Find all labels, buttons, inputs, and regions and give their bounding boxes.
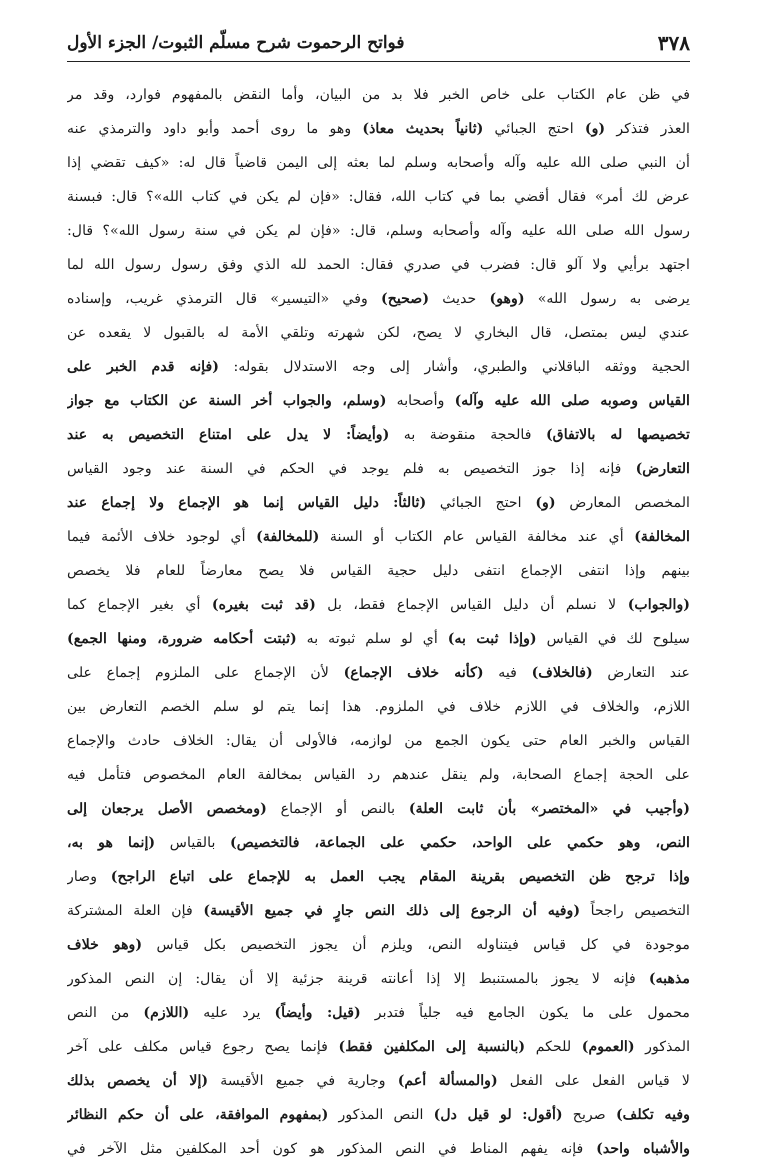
bold-text-segment: (فإنه قدم الخبر على: [67, 359, 219, 375]
text-segment: لا قياس الفعل على الفعل: [497, 1073, 690, 1089]
text-segment: سيلوح لك في القياس: [536, 631, 690, 647]
text-line: [67, 452, 690, 486]
text-segment: أي بغير الإجماع كما: [67, 597, 212, 613]
text-line: [67, 962, 690, 996]
body-text: [67, 78, 690, 1166]
text-segment: اجتهد برأيي ولا آلو قال: فضرب في صدري فقال: الحمد لله الذي وفق رسول رسول الله لما: [67, 257, 690, 273]
bold-text-segment: المخالفة): [634, 529, 690, 545]
text-segment: صريح: [562, 1107, 616, 1123]
bold-text-segment: (فالخلاف): [531, 665, 593, 681]
bold-text-segment: (والجواب): [627, 597, 690, 613]
text-segment: أن النبي صلى الله عليه وآله وأصحابه وسلم لما بعثه إلى اليمن قاضياً قال له: «كيف تقضي إذا: [67, 155, 690, 171]
bold-text-segment: (بالنسبة إلى المكلفين فقط): [338, 1039, 526, 1055]
text-segment: النص المذكور: [328, 1107, 434, 1123]
text-segment: الحجية ووثقه الباقلاني والطبري، وأشار إلى وجه الاستدلال بقوله:: [218, 359, 690, 375]
text-segment: عندي ليس بمتصل، قال البخاري لا يصح، لكن شهرته وتلقي الأمة له بالقبول لا يقعده عن: [67, 325, 690, 341]
bold-text-segment: (وأجيب في «المختصر» بأن ثابت العلة): [408, 801, 690, 817]
text-segment: احتج الجبائي: [483, 121, 585, 137]
bold-text-segment: (بمفهوم الموافقة، على أن حكم النظائر: [67, 1107, 329, 1123]
text-segment: موجودة في كل قياس فيتناوله النص، ويلزم أن يجوز التخصيص بكل قياس: [142, 937, 690, 953]
bold-text-segment: (وهو خلاف: [67, 937, 143, 953]
bold-text-segment: (و): [535, 495, 556, 511]
text-segment: يرضى به رسول الله»: [524, 291, 690, 307]
bold-text-segment: (ثانياً بحديث معاذ): [362, 121, 484, 137]
text-line: [67, 1098, 690, 1132]
text-line: [67, 792, 690, 826]
text-line: [67, 146, 690, 180]
bold-text-segment: (العموم): [581, 1039, 635, 1055]
bold-text-segment: تخصيصها له بالاتفاق): [545, 427, 690, 443]
text-line: [67, 622, 690, 656]
bold-text-segment: القياس وصوبه صلى الله عليه وآله): [454, 393, 690, 409]
text-segment: وهو ما روى أحمد وأبو داود والترمذي عنه: [67, 121, 363, 137]
text-line: [67, 1030, 690, 1064]
text-line: [67, 316, 690, 350]
text-segment: المخصص المعارض: [555, 495, 690, 511]
bold-text-segment: وإذا ترجح ظن التخصيص بقرينة المقام يجب العمل به للإجماع على اتباع الراجح): [110, 869, 690, 885]
text-segment: وفي «التيسير» قال الترمذي غريب، وإسناده: [67, 291, 381, 307]
text-segment: على الحجة إجماع الصحابة، ولم ينقل عندهم رد القياس بمخالفة العام المخصوص فتأمل فيه: [67, 767, 690, 783]
bold-text-segment: (وهو): [489, 291, 525, 307]
text-line: [67, 724, 690, 758]
bold-text-segment: (أقول: لو قيل دل): [433, 1107, 563, 1123]
text-segment: عند التعارض: [592, 665, 690, 681]
bold-text-segment: والأشباه واحد): [596, 1141, 690, 1157]
text-segment: محمول على ما يكون الجامع فيه جلياً فتدبر: [360, 1005, 690, 1021]
text-segment: بالنص أو الإجماع: [266, 801, 409, 817]
text-segment: اللازم، والخلاف في اللازم خلاف في الملزوم. هذا إنما يتم لو سلم الخصم التعارض بين: [67, 699, 690, 715]
text-line: [67, 928, 690, 962]
text-segment: وصار: [67, 869, 111, 885]
text-line: [67, 112, 690, 146]
header-divider: [67, 61, 690, 62]
text-line: [67, 860, 690, 894]
text-line: [67, 996, 690, 1030]
text-segment: عرض لك أمر» فقال أقضي بما في كتاب الله، فقال: «فإن لم يكن في كتاب الله»؟ قال: فبسنة: [67, 189, 690, 205]
bold-text-segment: (إنما هو به،: [67, 835, 156, 851]
bold-text-segment: (وسلم، والجواب أخر السنة عن الكتاب مع جواز: [67, 393, 387, 409]
text-line: [67, 350, 690, 384]
bold-text-segment: وفيه تكلف): [615, 1107, 690, 1123]
bold-text-segment: (اللازم): [143, 1005, 190, 1021]
text-line: [67, 826, 690, 860]
text-segment: يرد عليه: [189, 1005, 275, 1021]
bold-text-segment: (والمسألة أعم): [397, 1073, 498, 1089]
bold-text-segment: (إلا أن يخصص بذلك: [67, 1073, 209, 1089]
text-segment: فإنه لا يجوز بالمستنبط إلا إذا أعانته قرينة جزئية إلا أن يقال: إن النص المذكور: [67, 971, 649, 987]
page-number: ٣٧٨: [657, 31, 690, 55]
text-line: [67, 78, 690, 112]
text-segment: بينهم وإذا انتفى الإجماع انتفى دليل حجية القياس فلا يصح معارضاً للعام فلا يخصص: [67, 563, 690, 579]
bold-text-segment: (قيل: وأيضاً): [274, 1005, 361, 1021]
page-header: [67, 26, 690, 60]
text-line: [67, 486, 690, 520]
text-line: [67, 282, 690, 316]
bold-text-segment: (صحيح): [381, 291, 430, 307]
text-segment: فإنه يفهم المناط في النص المذكور هو كون أحد المكلفين مثل الآخر في: [67, 1141, 597, 1157]
text-line: [67, 384, 690, 418]
text-line: [67, 554, 690, 588]
bold-text-segment: (وفيه أن الرجوع إلى ذلك النص جارٍ في جميع الأقيسة): [203, 903, 581, 919]
text-segment: احتج الجبائي: [426, 495, 536, 511]
text-segment: فإنما يصح رجوع قياس مكلف على آخر: [67, 1039, 339, 1055]
running-title: فواتح الرحموت شرح مسلّم الثبوت/ الجزء الأول: [67, 33, 405, 53]
text-segment: فإنه إذا جوز التخصيص به فلم يوجد في الحكم في السنة عند وجود القياس: [67, 461, 636, 477]
text-segment: رسول الله صلى الله عليه وآله وأصحابه وسلم، قال: «فإن لم يكن في سنة رسول الله»؟ قال:: [67, 223, 690, 239]
text-line: [67, 656, 690, 690]
bold-text-segment: النص، وهو حكمي على الواحد، حكمي على الجماعة، فالتخصيص): [229, 835, 690, 851]
text-line: [67, 1132, 690, 1166]
text-segment: فيه: [483, 665, 532, 681]
bold-text-segment: مذهبه): [648, 971, 690, 987]
text-line: [67, 248, 690, 282]
text-line: [67, 758, 690, 792]
text-line: [67, 520, 690, 554]
text-segment: أي عند مخالفة القياس عام الكتاب أو السنة: [319, 529, 635, 545]
text-line: [67, 690, 690, 724]
bold-text-segment: (كأنه خلاف الإجماع): [343, 665, 484, 681]
text-segment: من النص: [67, 1005, 144, 1021]
bold-text-segment: التعارض): [635, 461, 690, 477]
text-line: [67, 894, 690, 928]
text-segment: فالحجة منقوضة به: [389, 427, 546, 443]
bold-text-segment: (وإذا ثبت به): [447, 631, 537, 647]
text-line: [67, 418, 690, 452]
bold-text-segment: (ثبتت أحكامه ضرورة، ومنها الجمع): [67, 631, 297, 647]
text-line: [67, 588, 690, 622]
text-segment: العذر فتذكر: [605, 121, 690, 137]
text-segment: أي لو سلم ثبوته به: [296, 631, 448, 647]
text-line: [67, 180, 690, 214]
bold-text-segment: (و): [584, 121, 606, 137]
text-segment: وأصحابه: [386, 393, 455, 409]
text-segment: القياس والخبر العام حتى يكون الجمع من لوازمه، فالأولى أن يقال: الخلاف حادث والإجماع: [67, 733, 690, 749]
text-line: [67, 214, 690, 248]
text-segment: المذكور: [634, 1039, 690, 1055]
text-segment: التخصيص راجحاً: [580, 903, 690, 919]
bold-text-segment: (ثالثاً: دليل القياس إنما هو الإجماع ولا إجماع عند: [67, 495, 427, 511]
text-segment: فإن العلة المشتركة: [67, 903, 204, 919]
bold-text-segment: (قد ثبت بغيره): [211, 597, 316, 613]
text-segment: لأن الإجماع على الملزوم إجماع على: [67, 665, 344, 681]
bold-text-segment: (وأيضاً: لا يدل على امتناع التخصيص به عند: [67, 427, 390, 443]
text-segment: حديث: [429, 291, 490, 307]
text-segment: بالقياس: [155, 835, 230, 851]
text-segment: في ظن عام الكتاب على خاص الخبر فلا بد من البيان، وأما النقض بالمفهوم فوارد، وقد مر: [67, 87, 690, 103]
text-segment: أي لوجود خلاف الأئمة فيما: [67, 529, 257, 545]
text-segment: وجارية في جميع الأقيسة: [208, 1073, 398, 1089]
text-segment: للحكم: [525, 1039, 582, 1055]
bold-text-segment: (ومخصص الأصل يرجعان إلى: [67, 801, 267, 817]
text-segment: لا نسلم أن دليل القياس الإجماع فقط، بل: [315, 597, 628, 613]
bold-text-segment: (للمخالفة): [256, 529, 320, 545]
text-line: [67, 1064, 690, 1098]
